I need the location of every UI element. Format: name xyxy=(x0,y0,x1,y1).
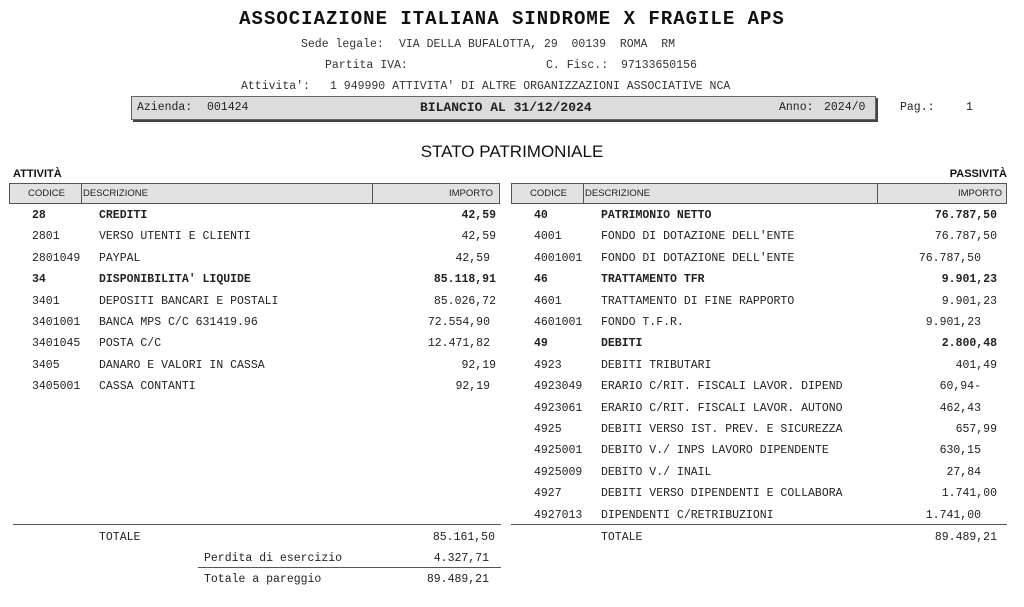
row-code: 40 xyxy=(534,209,548,222)
row-amount: 42,59 xyxy=(455,251,490,265)
row-amount: 1.741,00 xyxy=(941,487,997,501)
liabilities-table-header xyxy=(511,183,1007,204)
page-number: 1 xyxy=(966,101,973,114)
assets-header-amount: IMPORTO xyxy=(449,188,493,199)
table-row xyxy=(500,423,997,443)
report-info-bar xyxy=(131,96,876,120)
section-title: STATO PATRIMONIALE xyxy=(420,142,604,161)
row-description: TRATTAMENTO DI FINE RAPPORTO xyxy=(601,294,795,308)
page-label: Pag.: xyxy=(900,101,935,114)
balance-total-label: Totale a pareggio xyxy=(204,573,322,586)
row-amount: 2.800,48 xyxy=(941,337,997,351)
row-code: 3401001 xyxy=(32,316,81,329)
row-amount: 462,43 xyxy=(939,401,981,415)
row-code: 4925009 xyxy=(534,465,583,479)
table-row xyxy=(0,252,500,272)
liabilities-header-description: DESCRIZIONE xyxy=(585,188,650,199)
row-amount: 401,49 xyxy=(955,358,997,372)
liabilities-header-amount: IMPORTO xyxy=(958,188,1002,199)
table-row xyxy=(0,295,500,315)
assets-header-code: CODICE xyxy=(28,188,65,199)
row-description: DANARO E VALORI IN CASSA xyxy=(99,358,265,372)
balance-total-value: 89.489,21 xyxy=(426,573,489,586)
row-code: 28 xyxy=(32,209,46,222)
row-amount: 9.901,23 xyxy=(941,273,997,287)
row-description: PATRIMONIO NETTO xyxy=(601,209,712,222)
row-description: DEBITI xyxy=(601,337,643,351)
row-code: 2801 xyxy=(32,230,60,244)
row-description: DEBITI TRIBUTARI xyxy=(601,358,712,372)
row-code: 3405 xyxy=(32,358,60,372)
registered-office-value: VIA DELLA BUFALOTTA, 29 00139 ROMA RM xyxy=(399,38,676,51)
assets-total-value: 85.161,50 xyxy=(432,531,495,544)
row-description: ERARIO C/RIT. FISCALI LAVOR. AUTONO xyxy=(601,401,843,415)
row-description: ERARIO C/RIT. FISCALI LAVOR. DIPEND xyxy=(601,380,843,394)
row-description: CASSA CONTANTI xyxy=(99,380,196,394)
year-label: Anno: xyxy=(779,101,814,114)
row-code: 4001 xyxy=(534,230,562,244)
row-code: 3401 xyxy=(32,294,60,308)
row-code: 4601001 xyxy=(534,316,583,329)
row-code: 4001001 xyxy=(534,251,583,265)
tax-code-label: C. Fisc.: xyxy=(546,59,609,72)
assets-total-label: TOTALE xyxy=(99,531,141,544)
row-amount: 92,19 xyxy=(455,380,490,394)
assets-table-header xyxy=(9,183,500,204)
row-description: POSTA C/C xyxy=(99,337,162,351)
row-description: PAYPAL xyxy=(99,251,141,265)
table-row xyxy=(500,444,997,464)
row-description: DIPENDENTI C/RETRIBUZIONI xyxy=(601,508,774,522)
table-row xyxy=(0,380,500,400)
row-amount: 92,19 xyxy=(461,358,496,372)
row-description: TRATTAMENTO TFR xyxy=(601,273,705,287)
year-value: 2024/0 xyxy=(824,101,866,114)
row-code: 4923 xyxy=(534,358,562,372)
row-amount: 9.901,23 xyxy=(925,316,981,329)
table-row xyxy=(500,273,997,293)
table-row xyxy=(0,359,500,379)
row-description: FONDO DI DOTAZIONE DELL'ENTE xyxy=(601,230,795,244)
liabilities-header-code: CODICE xyxy=(530,188,567,199)
row-code: 3401045 xyxy=(32,337,81,351)
row-amount: 72.554,90 xyxy=(427,316,490,329)
row-code: 4927 xyxy=(534,487,562,501)
loss-label: Perdita di esercizio xyxy=(204,552,343,565)
liabilities-total-rule xyxy=(511,524,1007,525)
row-code: 34 xyxy=(32,273,46,287)
row-code: 46 xyxy=(534,273,548,287)
table-row xyxy=(500,509,997,529)
assets-header-description: DESCRIZIONE xyxy=(83,188,148,199)
row-code: 49 xyxy=(534,337,548,351)
activity-label: Attivita': xyxy=(241,80,311,93)
liabilities-label: PASSIVITÀ xyxy=(949,168,1007,180)
row-description: DEBITI VERSO IST. PREV. E SICUREZZA xyxy=(601,423,843,436)
row-amount: 42,59 xyxy=(461,230,496,244)
row-amount: 60,94- xyxy=(939,380,981,394)
row-amount: 630,15 xyxy=(939,444,981,458)
table-row xyxy=(0,337,500,357)
row-description: BANCA MPS C/C 631419.96 xyxy=(99,316,258,329)
company-code: 001424 xyxy=(207,101,249,114)
row-code: 3405001 xyxy=(32,380,81,394)
row-description: DISPONIBILITA' LIQUIDE xyxy=(99,273,251,287)
row-amount: 85.118,91 xyxy=(433,273,496,287)
loss-value: 4.327,71 xyxy=(433,552,489,565)
assets-total-rule xyxy=(13,524,501,525)
organization-name: ASSOCIAZIONE ITALIANA SINDROME X FRAGILE APS xyxy=(239,8,785,30)
table-row xyxy=(500,466,997,486)
table-row xyxy=(0,273,500,293)
row-amount: 1.741,00 xyxy=(925,508,981,522)
row-code: 4923061 xyxy=(534,401,583,415)
row-description: DEBITO V./ INPS LAVORO DIPENDENTE xyxy=(601,444,829,458)
table-row xyxy=(0,209,500,229)
liabilities-total-value: 89.489,21 xyxy=(934,531,997,544)
row-code: 4923049 xyxy=(534,380,583,394)
company-label: Azienda: xyxy=(137,101,193,114)
row-amount: 9.901,23 xyxy=(941,294,997,308)
assets-label: ATTIVITÀ xyxy=(13,168,62,180)
row-code: 4925 xyxy=(534,423,562,436)
vat-number-label: Partita IVA: xyxy=(325,59,408,72)
table-row xyxy=(500,359,997,379)
row-amount: 12.471,82 xyxy=(427,337,490,351)
table-row xyxy=(500,380,997,400)
row-code: 4927013 xyxy=(534,508,583,522)
row-description: FONDO T.F.R. xyxy=(601,316,684,329)
balance-title: BILANCIO AL 31/12/2024 xyxy=(420,100,592,115)
row-amount: 27,84 xyxy=(946,465,981,479)
table-row xyxy=(0,316,500,336)
row-description: CREDITI xyxy=(99,209,148,222)
table-row xyxy=(500,230,997,250)
row-amount: 657,99 xyxy=(955,423,997,436)
row-amount: 76.787,50 xyxy=(934,230,997,244)
row-description: FONDO DI DOTAZIONE DELL'ENTE xyxy=(601,251,795,265)
row-code: 4925001 xyxy=(534,444,583,458)
row-description: DEBITO V./ INAIL xyxy=(601,465,712,479)
table-row xyxy=(500,316,997,336)
table-row xyxy=(500,295,997,315)
row-description: DEBITI VERSO DIPENDENTI E COLLABORA xyxy=(601,487,843,501)
tax-code-value: 97133650156 xyxy=(621,59,697,72)
table-row xyxy=(500,402,997,422)
table-row xyxy=(500,487,997,507)
row-amount: 42,59 xyxy=(461,209,496,222)
registered-office-label: Sede legale: xyxy=(301,38,384,51)
row-amount: 76.787,50 xyxy=(934,209,997,222)
row-amount: 85.026,72 xyxy=(433,294,496,308)
liabilities-total-label: TOTALE xyxy=(601,531,643,544)
row-amount: 76.787,50 xyxy=(918,251,981,265)
table-row xyxy=(500,209,997,229)
activity-value: 1 949990 ATTIVITA' DI ALTRE ORGANIZZAZIONI ASSOCIATIVE NCA xyxy=(330,80,731,93)
balance-rule xyxy=(198,567,501,568)
row-description: VERSO UTENTI E CLIENTI xyxy=(99,230,251,244)
row-description: DEPOSITI BANCARI E POSTALI xyxy=(99,294,279,308)
table-row xyxy=(0,230,500,250)
table-row xyxy=(500,252,997,272)
table-row xyxy=(500,337,997,357)
row-code: 2801049 xyxy=(32,251,81,265)
row-code: 4601 xyxy=(534,294,562,308)
